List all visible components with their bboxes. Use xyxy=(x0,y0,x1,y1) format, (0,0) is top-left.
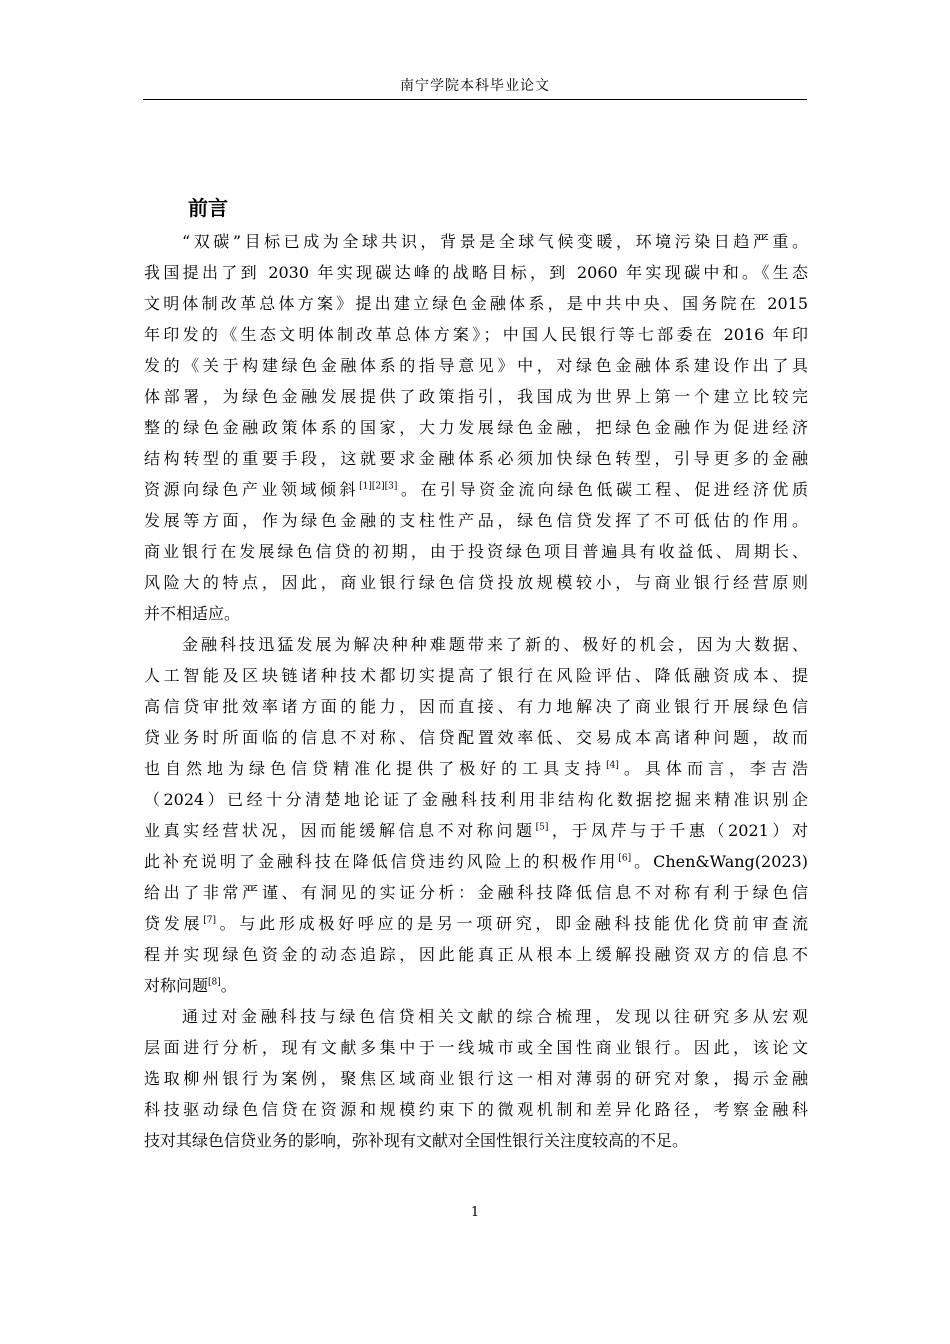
text-line xyxy=(144,257,808,288)
text-segment: 年印发的《生态文明体制改革总体方案》；中国人民银行等七部委在 2016 年印 xyxy=(144,325,808,344)
text-line xyxy=(144,381,808,412)
text-segment: 我国提出了到 2030 年实现碳达峰的战略目标，到 2060 年实现碳中和。《生态 xyxy=(144,263,808,282)
text-line xyxy=(144,226,808,257)
text-segment: 资源向绿色产业领域倾斜 xyxy=(144,480,360,499)
citation-marker[interactable]: [6] xyxy=(618,853,632,864)
text-line xyxy=(144,908,808,939)
citation-marker[interactable]: [5] xyxy=(535,822,549,833)
text-segment: 。具体而言，李吉浩 xyxy=(618,759,808,778)
text-segment: 通过对金融科技与绿色信贷相关文献的综合梳理，发现以往研究多从宏观 xyxy=(182,1007,808,1026)
text-segment: ，于凤芹与于千惠（2021）对 xyxy=(548,821,808,840)
text-line xyxy=(144,691,808,722)
body-text xyxy=(144,226,808,1156)
page-number: 1 xyxy=(470,1205,480,1220)
text-segment: 体部署，为绿色金融发展提供了政策指引，我国成为世界上第一个建立比较完 xyxy=(144,387,808,406)
running-header: 南宁学院本科毕业论文 xyxy=(400,78,550,94)
text-segment: 结构转型的重要手段，这就要求金融体系必须加快绿色转型，引导更多的金融 xyxy=(144,449,808,468)
text-line xyxy=(144,815,808,846)
citation-marker[interactable]: [7] xyxy=(203,915,216,926)
text-line xyxy=(144,443,808,474)
text-line xyxy=(144,784,808,815)
text-segment: 也自然地为绿色信贷精准化提供了极好的工具支持 xyxy=(144,759,607,778)
text-line xyxy=(144,660,808,691)
text-segment: 。在引导资金流向绿色低碳工程、促进经济优质 xyxy=(397,480,808,499)
text-segment: （2024）已经十分清楚地论证了金融科技利用非结构化数据挖掘来精准识别企 xyxy=(144,790,808,809)
text-segment: 贷业务时所面临的信息不对称、信贷配置效率低、交易成本高诸种问题，故而 xyxy=(144,728,808,747)
text-line xyxy=(144,567,808,598)
text-line xyxy=(144,722,808,753)
section-title: 前言 xyxy=(188,196,228,220)
text-segment: 程并实现绿色资金的动态追踪，因此能真正从根本上缓解投融资双方的信息不 xyxy=(144,945,808,964)
text-segment: 商业银行在发展绿色信贷的初期，由于投资绿色项目普遍具有收益低、周期长、 xyxy=(144,542,808,561)
text-line xyxy=(144,350,808,381)
text-line xyxy=(144,753,808,784)
text-segment: 并不相适应。 xyxy=(144,604,241,623)
text-segment: 科技驱动绿色信贷在资源和规模约束下的微观机制和差异化路径，考察金融科 xyxy=(144,1100,808,1119)
text-segment: 技对其绿色信贷业务的影响，弥补现有文献对全国性银行关注度较高的不足。 xyxy=(144,1131,689,1150)
text-line xyxy=(144,536,808,567)
text-segment: 文明体制改革总体方案》提出建立绿色金融体系，是中共中央、国务院在 2015 xyxy=(144,294,808,313)
text-segment: 整的绿色金融政策体系的国家，大力发展绿色金融，把绿色金融作为促进经济 xyxy=(144,418,808,437)
text-line xyxy=(144,970,808,1001)
text-segment: 业真实经营状况，因而能缓解信息不对称问题 xyxy=(144,821,536,840)
text-segment: 此补充说明了金融科技在降低信贷违约风险上的积极作用 xyxy=(144,852,619,871)
paragraph xyxy=(144,629,808,1001)
paragraph xyxy=(144,226,808,629)
text-line xyxy=(144,412,808,443)
text-segment: 给出了非常严谨、有洞见的实证分析：金融科技降低信息不对称有利于绿色信 xyxy=(144,883,808,902)
text-segment: 对称问题 xyxy=(144,976,209,995)
text-line xyxy=(144,1032,808,1063)
paragraph xyxy=(144,1001,808,1156)
text-segment: 层面进行分析，现有文献多集中于一线城市或全国性商业银行。因此，该论文 xyxy=(144,1038,808,1057)
text-segment: 风险大的特点，因此，商业银行绿色信贷投放规模较小，与商业银行经营原则 xyxy=(144,573,808,592)
text-line xyxy=(144,505,808,536)
header-rule xyxy=(143,99,807,100)
citation-marker[interactable]: [8] xyxy=(208,977,221,988)
text-segment: 。与此形成极好呼应的是另一项研究，即金融科技能优化贷前审查流 xyxy=(215,914,808,933)
text-line xyxy=(144,1125,808,1156)
text-segment: 高信贷审批效率诸方面的能力，因而直接、有力地解决了商业银行开展绿色信 xyxy=(144,697,808,716)
text-line xyxy=(144,1094,808,1125)
text-line xyxy=(144,288,808,319)
text-line xyxy=(144,319,808,350)
text-segment: 发展等方面，作为绿色金融的支柱性产品，绿色信贷发挥了不可低估的作用。 xyxy=(144,511,808,530)
text-segment: 发的《关于构建绿色金融体系的指导意见》中，对绿色金融体系建设作出了具 xyxy=(144,356,808,375)
text-segment: 人工智能及区块链诸种技术都切实提高了银行在风险评估、降低融资成本、提 xyxy=(144,666,808,685)
text-segment: 金融科技迅猛发展为解决种种难题带来了新的、极好的机会，因为大数据、 xyxy=(182,635,808,654)
text-segment: 贷发展 xyxy=(144,914,204,933)
text-line xyxy=(144,474,808,505)
text-line xyxy=(144,939,808,970)
text-line xyxy=(144,846,808,877)
text-line xyxy=(144,1063,808,1094)
text-line xyxy=(144,877,808,908)
citation-marker[interactable]: [1][2][3] xyxy=(359,481,398,492)
text-segment: “双碳”目标已成为全球共识，背景是全球气候变暖，环境污染日趋严重。 xyxy=(182,232,808,251)
text-segment: 。 xyxy=(220,976,237,995)
text-line xyxy=(144,629,808,660)
citation-marker[interactable]: [4] xyxy=(606,760,619,771)
text-segment: 选取柳州银行为案例，聚焦区域商业银行这一相对薄弱的研究对象，揭示金融 xyxy=(144,1069,808,1088)
text-segment: 。Chen&Wang(2023) xyxy=(631,852,808,871)
text-line xyxy=(144,1001,808,1032)
text-line xyxy=(144,598,808,629)
